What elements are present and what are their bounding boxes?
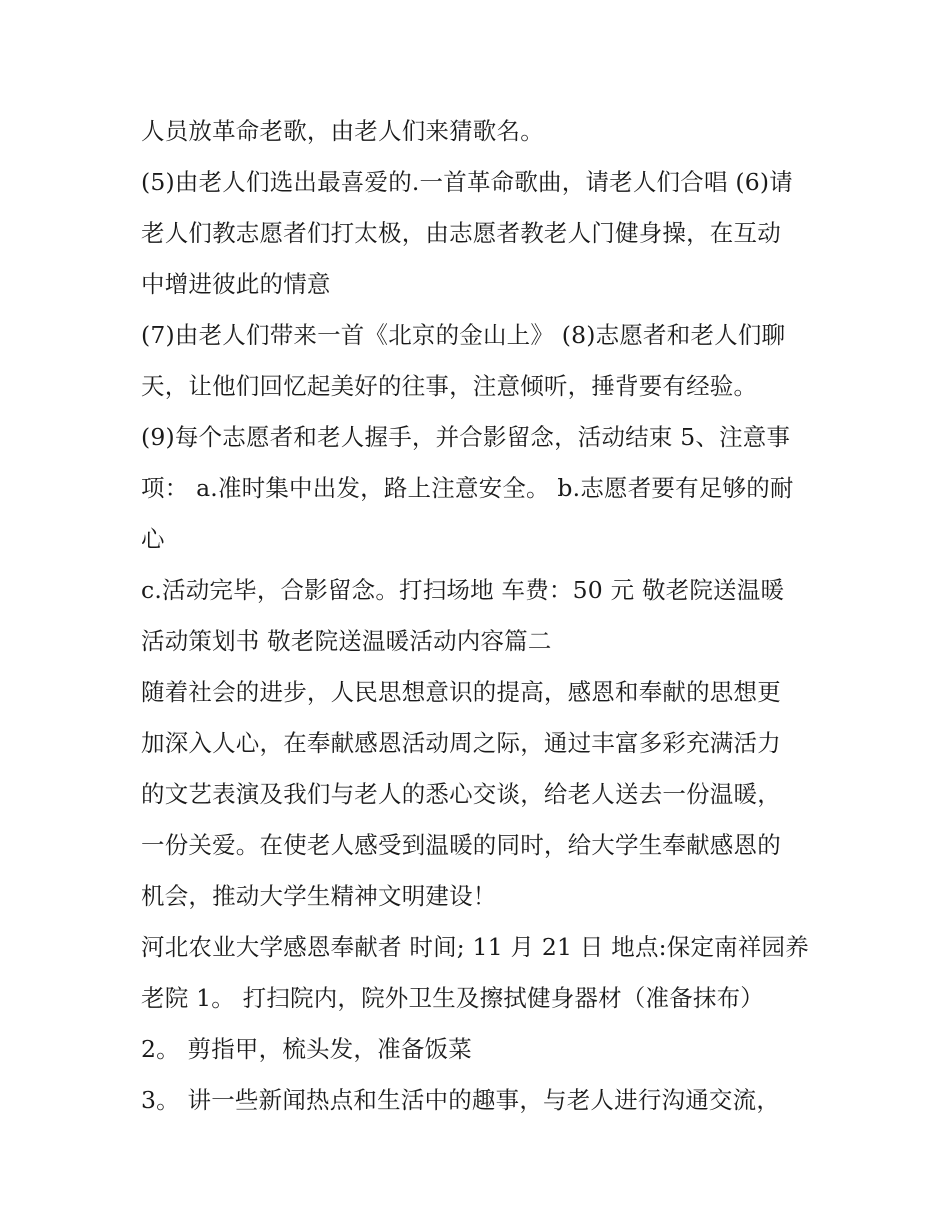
text-line: c.活动完毕，合影留念。打扫场地 车费：50 元 敬老院送温暖 bbox=[141, 576, 785, 604]
text-line: 天，让他们回忆起美好的往事，注意倾听，捶背要有经验。 bbox=[141, 372, 758, 400]
text-line: 2。 剪指甲，梳头发，准备饭菜 bbox=[141, 1035, 472, 1063]
text-line: 中增进彼此的情意 bbox=[141, 270, 331, 298]
document-body bbox=[141, 106, 821, 1126]
text-line: 一份关爱。在使老人感受到温暖的同时，给大学生奉献感恩的 bbox=[141, 831, 781, 859]
text-line: 老院 1。 打扫院内，院外卫生及擦拭健身器材（准备抹布） bbox=[141, 984, 764, 1012]
text-line: 老人们教志愿者们打太极，由志愿者教老人门健身操，在互动 bbox=[141, 219, 781, 247]
text-line: 活动策划书 敬老院送温暖活动内容篇二 bbox=[141, 627, 552, 655]
text-line: 河北农业大学感恩奉献者 时间; 11 月 21 日 地点:保定南祥园养 bbox=[141, 933, 809, 961]
text-line: 项： a.准时集中出发，路上注意安全。 b.志愿者要有足够的耐 bbox=[141, 474, 794, 502]
text-line: 机会，推动大学生精神文明建设！ bbox=[141, 882, 497, 910]
text-line: 随着社会的进步，人民思想意识的提高，感恩和奉献的思想更 bbox=[141, 678, 781, 706]
text-line: (7)由老人们带来一首《北京的金山上》 (8)志愿者和老人们聊 bbox=[141, 321, 786, 349]
text-line: (5)由老人们选出最喜爱的.一首革命歌曲，请老人们合唱 (6)请 bbox=[141, 168, 793, 196]
text-line: 加深入人心，在奉献感恩活动周之际，通过丰富多彩充满活力 bbox=[141, 729, 781, 757]
text-line: 心 bbox=[141, 525, 165, 553]
text-line: 人员放革命老歌，由老人们来猜歌名。 bbox=[141, 117, 544, 145]
text-line: 的文艺表演及我们与老人的悉心交谈，给老人送去一份温暖， bbox=[141, 780, 781, 808]
text-line: (9)每个志愿者和老人握手，并合影留念，活动结束 5、注意事 bbox=[141, 423, 791, 451]
text-line: 3。 讲一些新闻热点和生活中的趣事，与老人进行沟通交流， bbox=[141, 1086, 781, 1114]
